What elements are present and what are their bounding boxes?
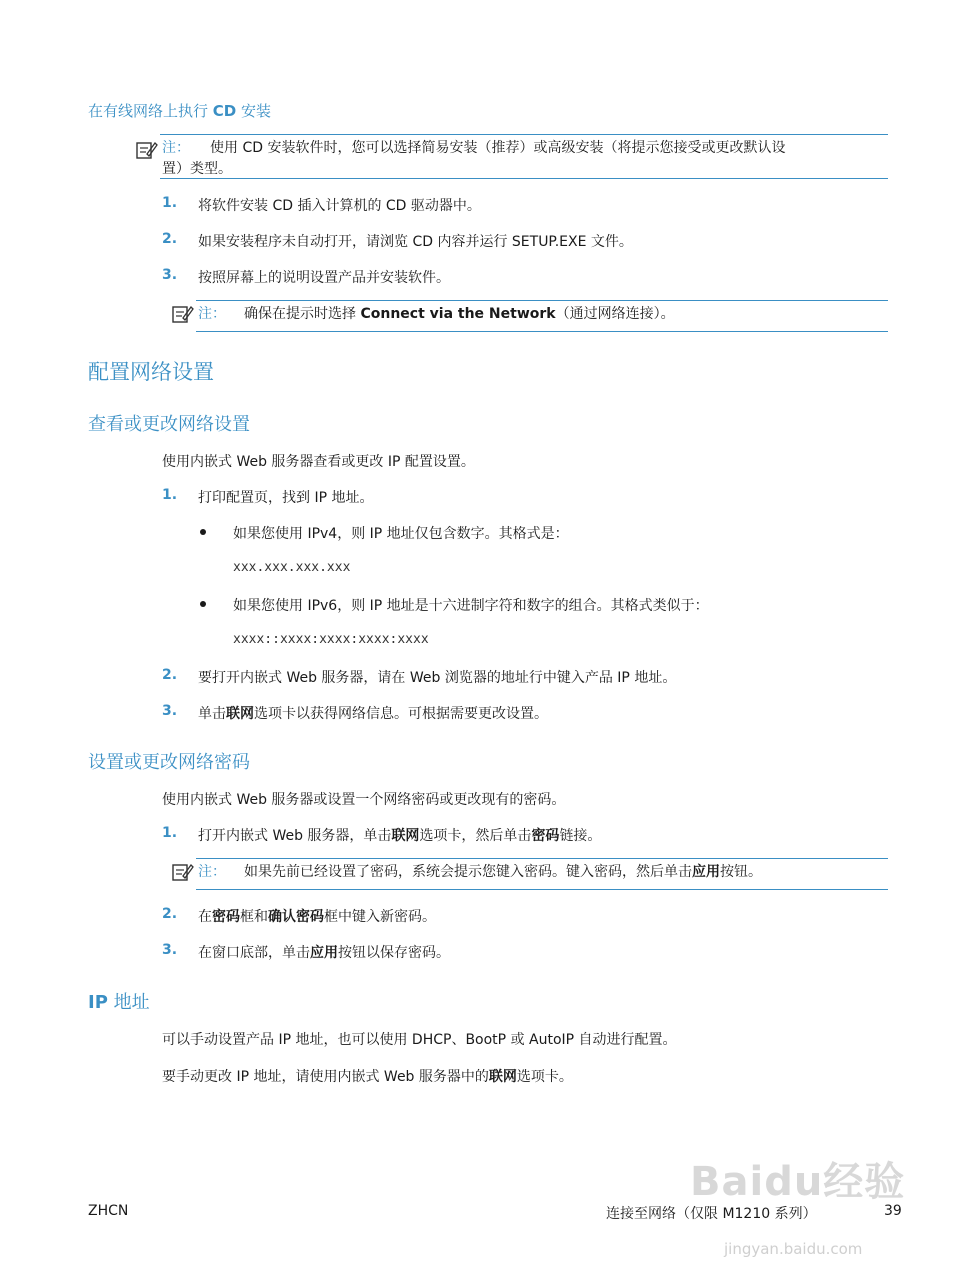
footer-left: ZHCN <box>88 1203 129 1219</box>
paragraph <box>162 1066 573 1086</box>
step-text-part: 框和 <box>240 909 268 925</box>
bullet-text: 如果您使用 IPv6，则 IP 地址是十六进制字符和数字的组合。其格式类似于： <box>233 598 709 614</box>
step-text: 如果安装程序未自动打开，请浏览 CD 内容并运行 SETUP.EXE 文件。 <box>198 234 633 250</box>
bullet-dot <box>200 529 206 535</box>
note-text: 如果先前已经设置了密码，系统会提示您键入密码。键入密码，然后单击 <box>244 864 692 880</box>
step-bold: 密码 <box>212 909 240 925</box>
note-top-rule <box>196 858 888 859</box>
paragraph: 可以手动设置产品 IP 地址，也可以使用 DHCP、BootP 或 AutoIP 自动进行配置。 <box>162 1032 677 1048</box>
step-number: 2. <box>162 231 178 247</box>
footer-title: 连接至网络（仅限 M1210 系列） <box>606 1206 817 1222</box>
note-bold: Connect via the Network <box>360 306 556 322</box>
code-sample: xxxx::xxxx:xxxx:xxxx:xxxx <box>233 632 429 647</box>
heading-bold: CD <box>212 102 237 120</box>
note-icon <box>172 304 194 324</box>
step-number: 1. <box>162 825 178 841</box>
step-text-part: 单击 <box>198 706 226 722</box>
note-text: 使用 CD 安装软件时，您可以选择简易安装（推荐）或高级安装（将提示您接受或更改默认设 <box>210 140 786 156</box>
paragraph-part: 要手动更改 IP 地址，请使用内嵌式 Web 服务器中的 <box>162 1069 489 1085</box>
step-text-part: 链接。 <box>559 828 602 844</box>
note-icon <box>136 140 158 160</box>
step-number: 2. <box>162 667 178 683</box>
note-label: 注： <box>162 140 190 156</box>
step-text-part: 按钮以保存密码。 <box>338 945 450 961</box>
step-text: 将软件安装 CD 插入计算机的 CD 驱动器中。 <box>198 198 481 214</box>
watermark-url: jingyan.baidu.com <box>724 1240 863 1258</box>
section-heading-view-change: 查看或更改网络设置 <box>88 414 250 435</box>
step-text-part: 选项卡以获得网络信息。可根据需要更改设置。 <box>254 706 548 722</box>
step-text-part: 在窗口底部，单击 <box>198 945 310 961</box>
note-icon <box>172 862 194 882</box>
step-number: 3. <box>162 942 178 958</box>
note-label: 注： <box>198 864 226 880</box>
section-heading-cd-install <box>88 100 271 121</box>
note-bold: 应用 <box>692 864 720 880</box>
note-bottom-rule <box>196 331 888 332</box>
note-label: 注： <box>198 306 226 322</box>
page-number: 39 <box>884 1203 902 1219</box>
step-number: 1. <box>162 195 178 211</box>
step-bold: 确认密码 <box>268 909 324 925</box>
step-number: 3. <box>162 267 178 283</box>
step-bold: 应用 <box>310 945 338 961</box>
paragraph-bold: 联网 <box>488 1069 517 1085</box>
step-text <box>198 906 436 926</box>
step-bold: 密码 <box>531 828 560 844</box>
note-text: 按钮。 <box>720 864 762 880</box>
bullet-dot <box>200 601 206 607</box>
heading-text: 地址 <box>107 992 150 1013</box>
bullet-text: 如果您使用 IPv4，则 IP 地址仅包含数字。其格式是： <box>233 526 569 542</box>
step-bold: 联网 <box>391 828 420 844</box>
step-bold: 联网 <box>226 706 254 722</box>
step-number: 1. <box>162 487 178 503</box>
note-line-2: 置）类型。 <box>162 161 232 177</box>
heading-text: 安装 <box>236 102 272 120</box>
note-text: 确保在提示时选择 <box>244 306 361 322</box>
step-text-part: 打开内嵌式 Web 服务器，单击 <box>198 828 392 844</box>
step-text-part: 框中键入新密码。 <box>324 909 436 925</box>
note-text: （通过网络连接）。 <box>555 306 675 322</box>
code-sample: xxx.xxx.xxx.xxx <box>233 560 351 575</box>
section-heading-password: 设置或更改网络密码 <box>88 752 250 773</box>
step-text <box>198 825 601 845</box>
heading-text: 在有线网络上执行 <box>88 102 213 120</box>
note-line <box>198 861 762 881</box>
paragraph: 使用内嵌式 Web 服务器或设置一个网络密码或更改现有的密码。 <box>162 792 566 808</box>
note-line <box>198 303 675 323</box>
note-bottom-rule <box>160 178 888 179</box>
step-text-part: 选项卡，然后单击 <box>419 828 532 844</box>
watermark-logo: Baidu经验 <box>690 1159 906 1205</box>
step-text <box>198 942 450 962</box>
step-number: 3. <box>162 703 178 719</box>
step-text: 打印配置页，找到 IP 地址。 <box>198 490 374 506</box>
note-top-rule <box>160 134 888 135</box>
step-text: 按照屏幕上的说明设置产品并安装软件。 <box>198 270 450 286</box>
note-top-rule <box>196 300 888 301</box>
note-bottom-rule <box>196 889 888 890</box>
step-text <box>198 703 548 723</box>
note-line-1 <box>162 137 785 157</box>
paragraph-part: 选项卡。 <box>516 1069 573 1085</box>
section-heading-ip <box>88 988 150 1014</box>
paragraph: 使用内嵌式 Web 服务器查看或更改 IP 配置设置。 <box>162 454 475 470</box>
section-heading-config-network: 配置网络设置 <box>88 360 214 384</box>
step-number: 2. <box>162 906 178 922</box>
step-text: 要打开内嵌式 Web 服务器，请在 Web 浏览器的地址行中键入产品 IP 地址。 <box>198 670 677 686</box>
step-text-part: 在 <box>198 909 212 925</box>
heading-bold: IP <box>88 992 108 1013</box>
